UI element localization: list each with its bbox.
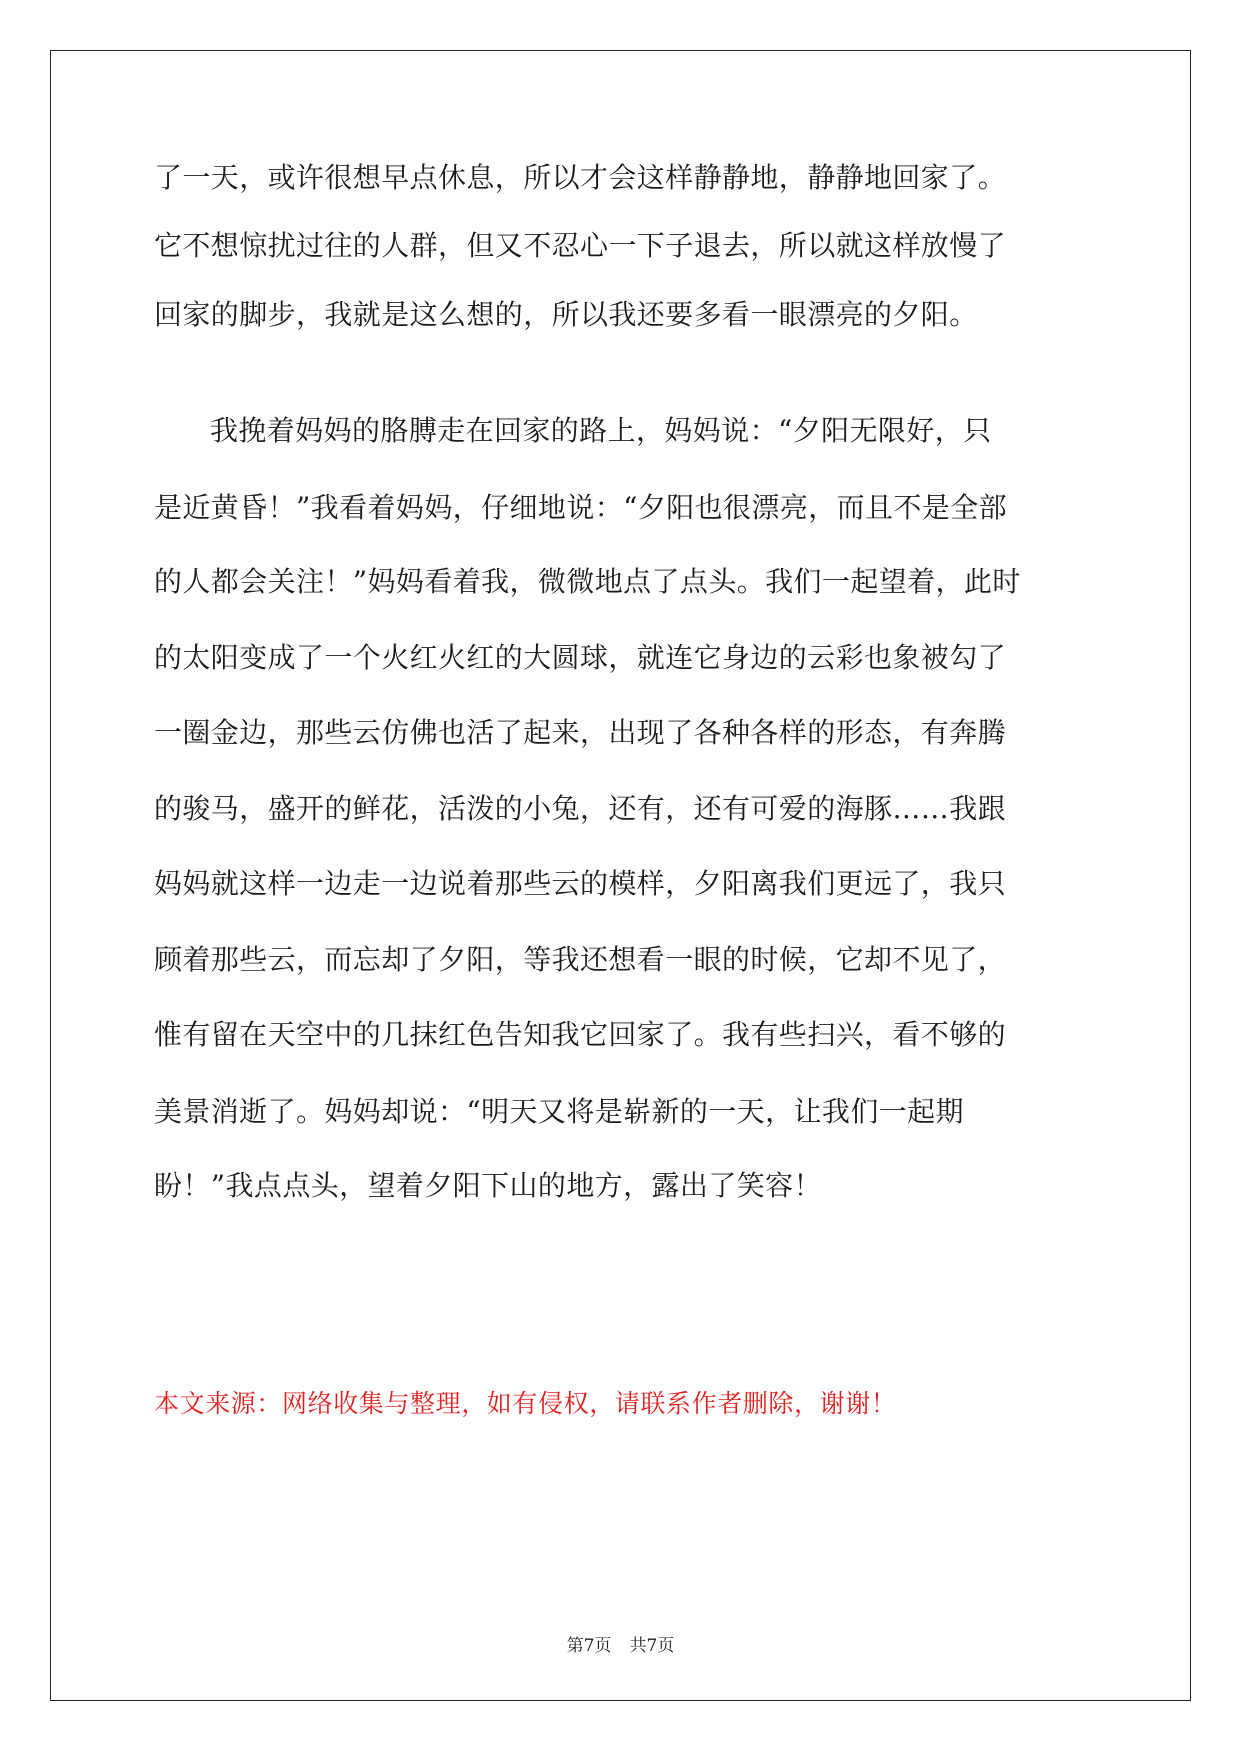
body-text-line: 的骏马，盛开的鲜花，活泼的小兔，还有，还有可爱的海豚……我跟 [154, 792, 1007, 825]
body-text-line: 盼！”我点点头，望着夕阳下山的地方，露出了笑容！ [154, 1169, 822, 1202]
page-number-current: 第7页 [566, 1636, 612, 1656]
page-footer [0, 1634, 1241, 1658]
page-number-total: 共7页 [629, 1636, 675, 1656]
source-disclaimer: 本文来源：网络收集与整理，如有侵权，请联系作者删除，谢谢！ [154, 1389, 897, 1418]
body-text-line: 一圈金边，那些云仿佛也活了起来，出现了各种各样的形态，有奔腾 [154, 716, 1007, 749]
body-text-line: 回家的脚步，我就是这么想的，所以我还要多看一眼漂亮的夕阳。 [154, 298, 978, 331]
body-text-line: 的人都会关注！”妈妈看着我，微微地点了点头。我们一起望着，此时 [154, 565, 1021, 598]
body-text-line: 它不想惊扰过往的人群，但又不忍心一下子退去，所以就这样放慢了 [154, 229, 1007, 262]
body-text-line: 的太阳变成了一个火红火红的大圆球，就连它身边的云彩也象被勾了 [154, 641, 1007, 674]
body-text-line: 了一天，或许很想早点休息，所以才会这样静静地，静静地回家了。 [154, 161, 1007, 194]
body-text-line: 妈妈就这样一边走一边说着那些云的模样，夕阳离我们更远了，我只 [154, 867, 1007, 900]
paragraph-first-line: 我挽着妈妈的胳膊走在回家的路上，妈妈说：“夕阳无限好，只 [210, 414, 992, 447]
body-text-line: 惟有留在天空中的几抹红色告知我它回家了。我有些扫兴，看不够的 [154, 1018, 1007, 1051]
body-text-line: 是近黄昏！”我看着妈妈，仔细地说：“夕阳也很漂亮，而且不是全部 [154, 491, 1008, 524]
body-text-line: 顾着那些云，而忘却了夕阳，等我还想看一眼的时候，它却不见了， [154, 943, 1007, 976]
body-text-line: 美景消逝了。妈妈却说：“明天又将是崭新的一天，让我们一起期 [154, 1095, 964, 1128]
